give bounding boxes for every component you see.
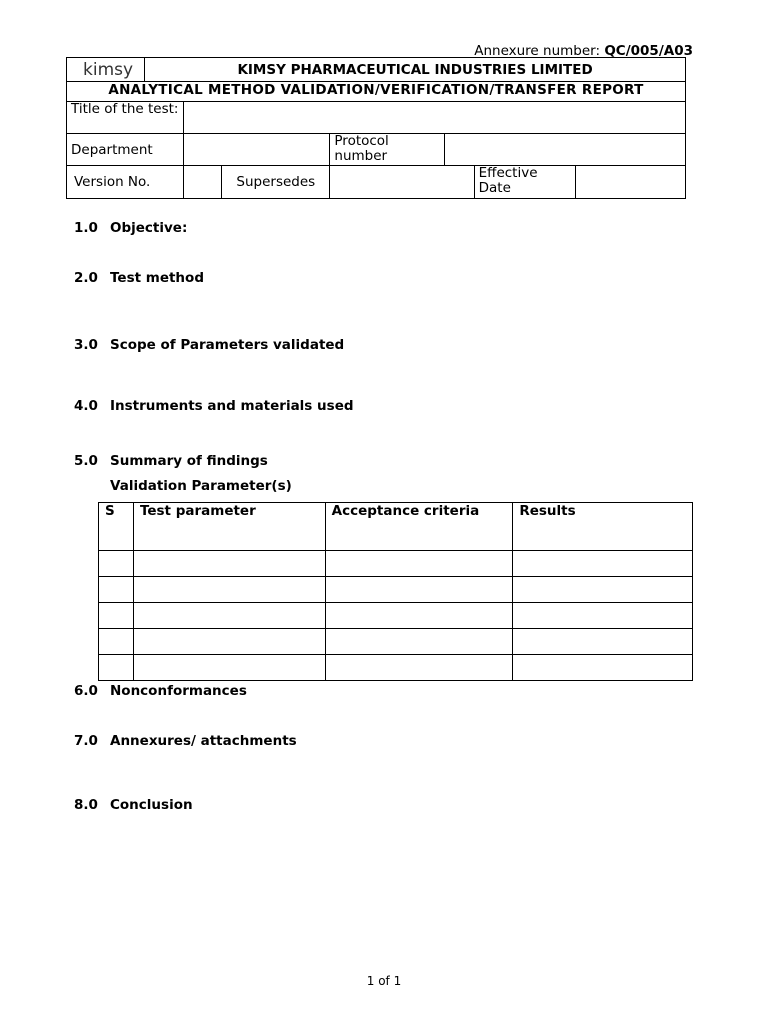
section-conclusion: 8.0 Conclusion bbox=[74, 797, 193, 813]
protocol-number-field[interactable] bbox=[444, 134, 685, 166]
table-row bbox=[99, 655, 693, 681]
department-label: Department bbox=[67, 134, 184, 166]
table-cell[interactable] bbox=[325, 551, 513, 577]
table-cell[interactable] bbox=[99, 577, 134, 603]
effective-date-label: Effective Date bbox=[474, 166, 575, 199]
table-cell[interactable] bbox=[99, 551, 134, 577]
validation-table bbox=[98, 502, 693, 681]
table-cell[interactable] bbox=[133, 629, 325, 655]
table-cell[interactable] bbox=[513, 603, 693, 629]
table-cell[interactable] bbox=[325, 603, 513, 629]
table-cell[interactable] bbox=[513, 577, 693, 603]
effective-date-field[interactable] bbox=[575, 166, 685, 199]
section-summary: 5.0 Summary of findings bbox=[74, 453, 268, 469]
table-cell[interactable] bbox=[99, 655, 134, 681]
section-objective: 1.0 Objective: bbox=[74, 220, 188, 236]
table-row bbox=[99, 577, 693, 603]
table-cell[interactable] bbox=[133, 551, 325, 577]
column-header-acceptance-criteria: Acceptance criteria bbox=[325, 503, 513, 551]
column-header-s: S bbox=[99, 503, 134, 551]
section-test-method: 2.0 Test method bbox=[74, 270, 204, 286]
supersedes-label: Supersedes bbox=[222, 166, 330, 199]
table-row bbox=[99, 629, 693, 655]
supersedes-field[interactable] bbox=[330, 166, 474, 199]
table-cell[interactable] bbox=[99, 629, 134, 655]
section-nonconformances: 6.0 Nonconformances bbox=[74, 683, 247, 699]
table-cell[interactable] bbox=[513, 629, 693, 655]
department-field[interactable] bbox=[184, 134, 330, 166]
protocol-number-label: Protocol number bbox=[330, 134, 444, 166]
table-cell[interactable] bbox=[133, 603, 325, 629]
table-cell[interactable] bbox=[513, 551, 693, 577]
table-cell[interactable] bbox=[325, 629, 513, 655]
page-number: 1 of 1 bbox=[366, 974, 402, 988]
table-cell[interactable] bbox=[133, 577, 325, 603]
validation-subtitle: Validation Parameter(s) bbox=[110, 478, 292, 494]
table-cell[interactable] bbox=[99, 603, 134, 629]
table-row bbox=[99, 551, 693, 577]
table-cell[interactable] bbox=[513, 655, 693, 681]
report-title: ANALYTICAL METHOD VALIDATION/VERIFICATION/TRANSFER REPORT bbox=[67, 82, 686, 102]
version-no-label: Version No. bbox=[67, 166, 184, 199]
column-header-results: Results bbox=[513, 503, 693, 551]
header-table bbox=[66, 57, 686, 199]
table-cell[interactable] bbox=[325, 577, 513, 603]
version-no-field[interactable] bbox=[184, 166, 222, 199]
section-scope: 3.0 Scope of Parameters validated bbox=[74, 337, 345, 353]
company-name: KIMSY PHARMACEUTICAL INDUSTRIES LIMITED bbox=[145, 58, 686, 82]
section-instruments: 4.0 Instruments and materials used bbox=[74, 398, 354, 414]
annexure-code: QC/005/A03 bbox=[604, 43, 693, 59]
company-logo: kimsy bbox=[67, 58, 145, 82]
column-header-test-parameter: Test parameter bbox=[133, 503, 325, 551]
table-cell[interactable] bbox=[133, 655, 325, 681]
table-row bbox=[99, 603, 693, 629]
annexure-number: Annexure number: QC/005/A03 bbox=[474, 43, 693, 59]
table-cell[interactable] bbox=[325, 655, 513, 681]
section-annexures: 7.0 Annexures/ attachments bbox=[74, 733, 297, 749]
title-of-test-label: Title of the test: bbox=[67, 102, 184, 134]
title-of-test-field[interactable] bbox=[184, 102, 686, 134]
